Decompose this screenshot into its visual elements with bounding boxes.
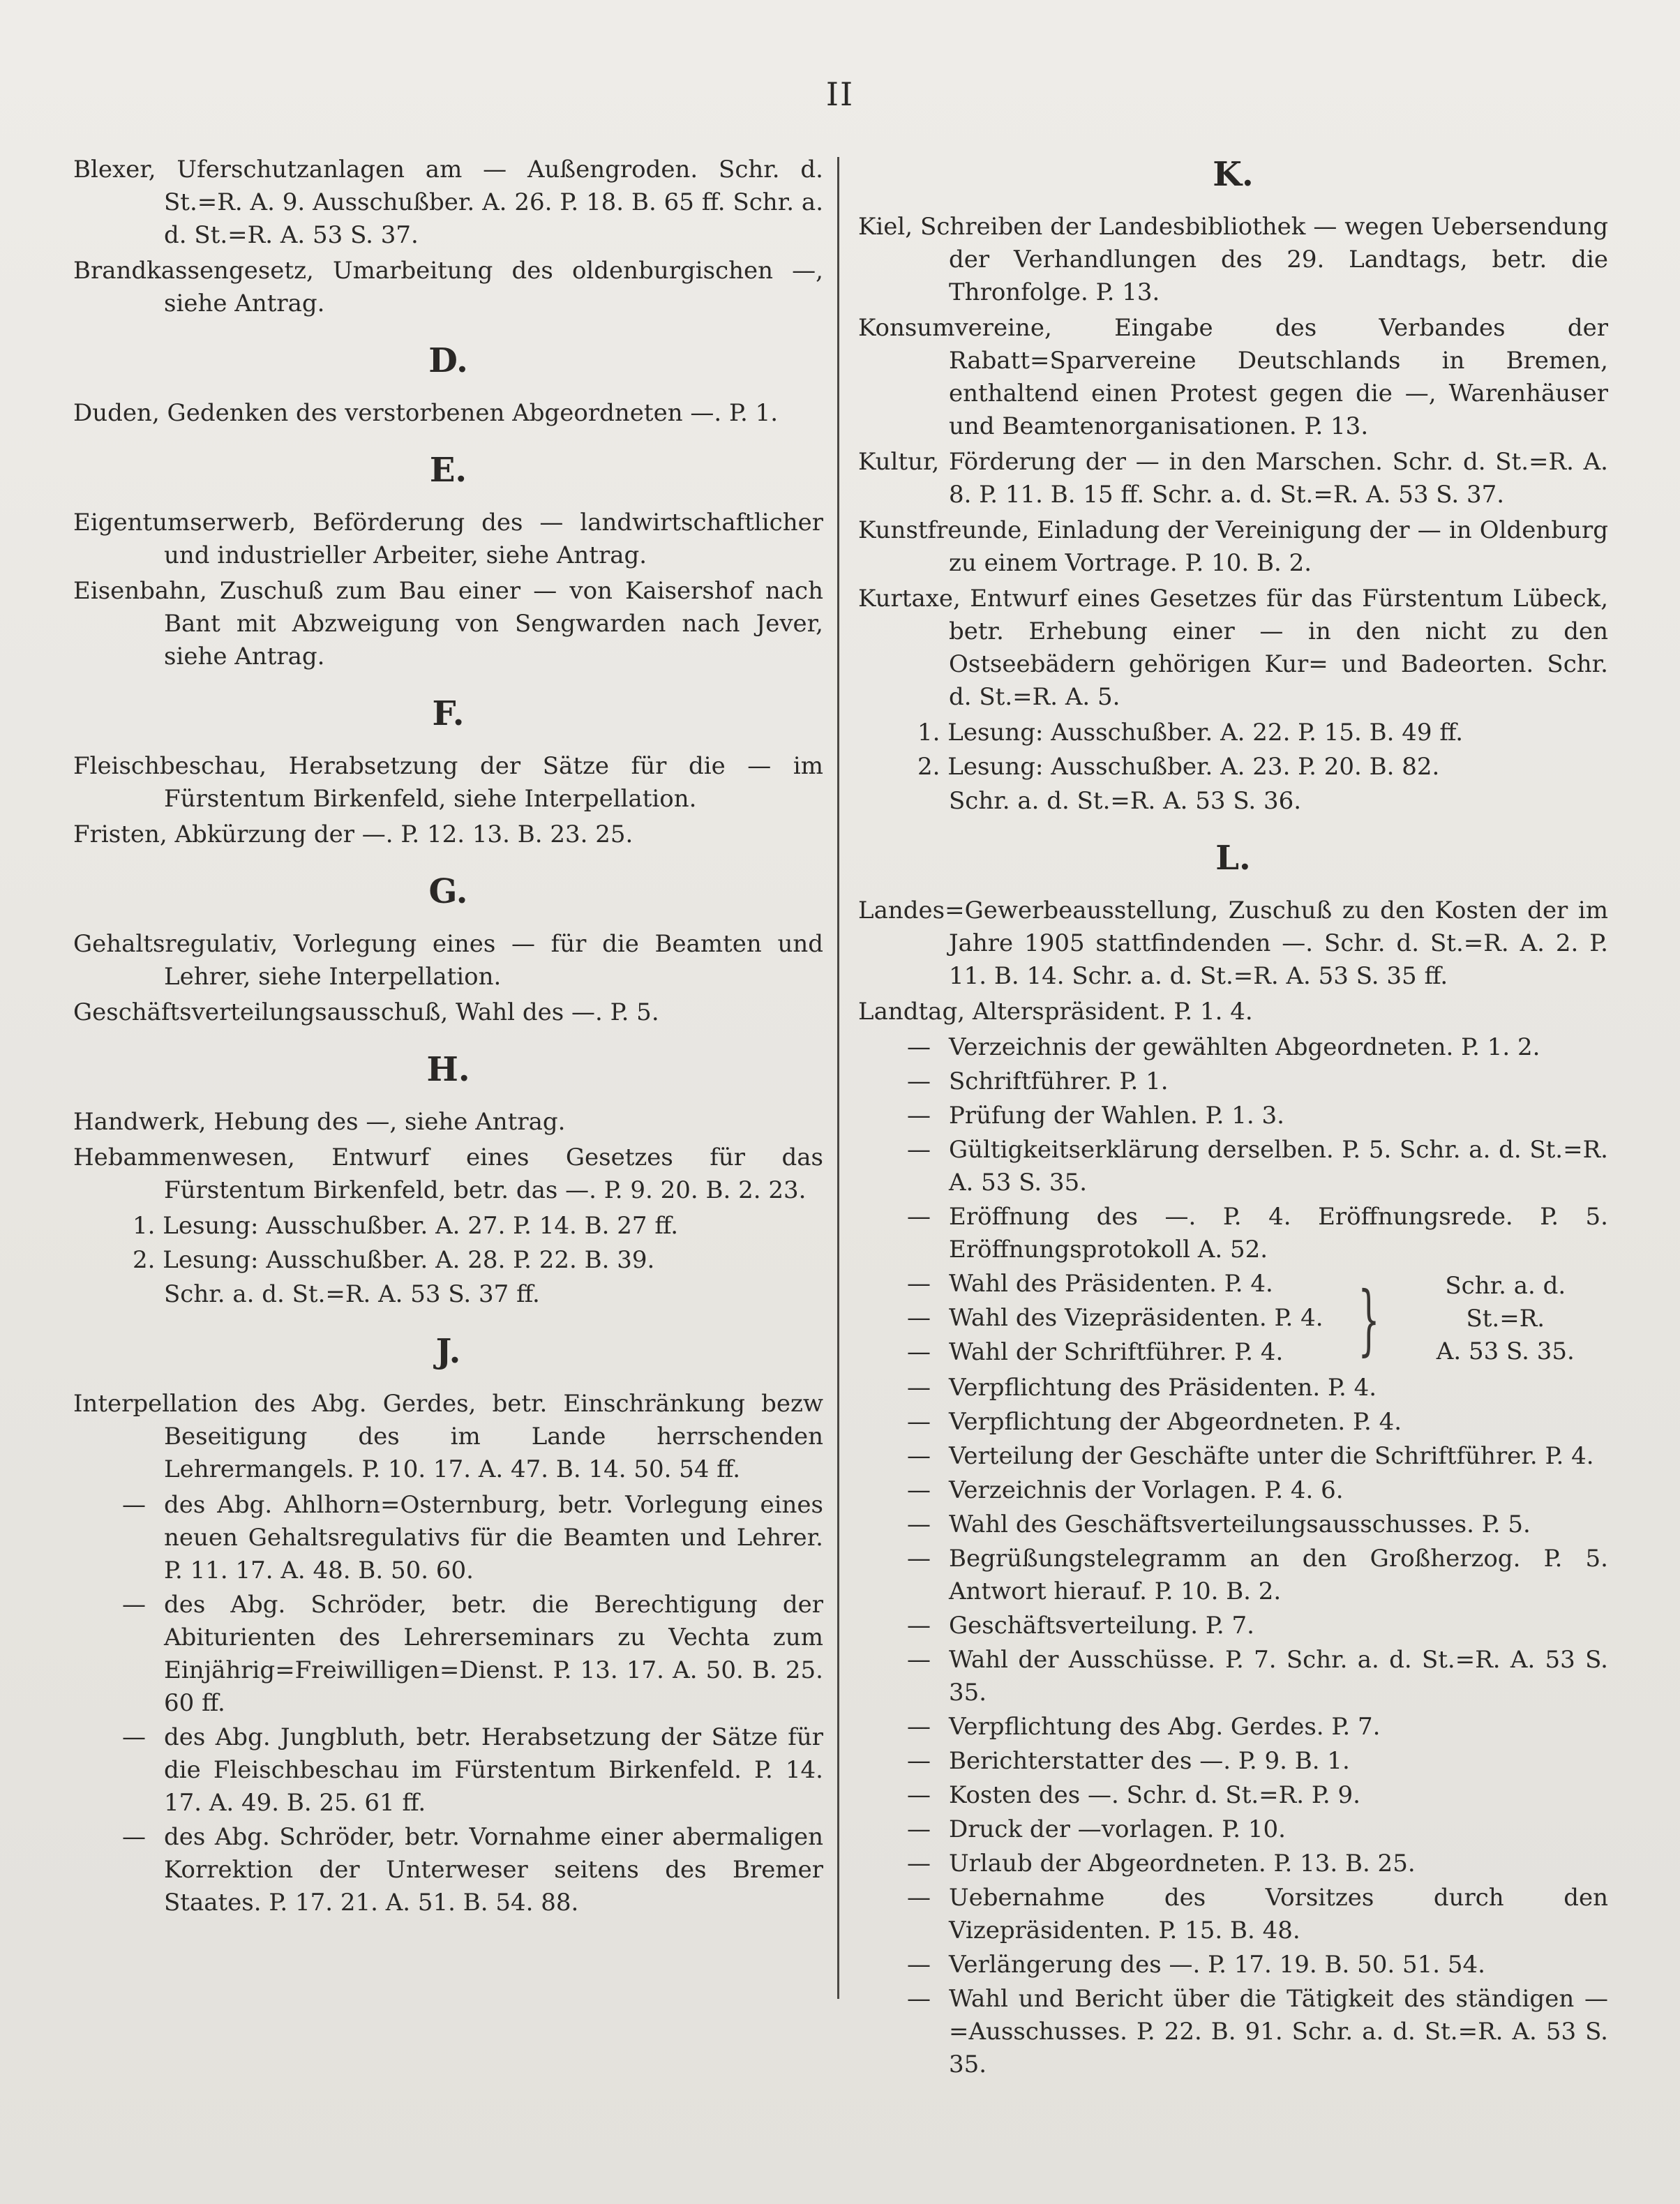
sub-entry-text: Verpflichtung des Abg. Gerdes. P. 7. [949,1713,1381,1741]
index-entry: Kunstfreunde, Einladung der Vereinigung der — in Oldenburg zu einem Vortrage. P. 10. B. 2. [858,516,1608,577]
reading-line: 2. Lesung: Ausschußber. A. 28. P. 22. B. 39. [133,1246,655,1274]
sub-entry-text: Berichterstatter des —. P. 9. B. 1. [949,1747,1350,1775]
sub-entry [858,1610,1608,1642]
sub-entry [73,1589,823,1720]
dash-mark: — [122,1723,146,1751]
sub-entry [858,1440,1608,1473]
sub-entry [858,1813,1608,1846]
sub-entry-text: Urlaub der Abgeordneten. P. 13. B. 25. [949,1850,1416,1877]
sub-entry-text: des Abg. Jungbluth, betr. Herabsetzung der Sätze für die Fleischbeschau im Fürstentum Birkenfeld. P. 14. 17. A. 49. B. 25. 61 ff. [164,1723,823,1817]
index-entry: Blexer, Uferschutzanlagen am — Außengroden. Schr. d. St.=R. A. 9. Ausschußber. A. 26. P. 18. B. 65 ff. Schr. a. d. St.=R. A. 53 S. 37. [73,156,823,249]
section-letter-g: G. [428,872,468,911]
sub-entry-text: des Abg. Schröder, betr. Vornahme einer abermaligen Korrektion der Unterweser seitens des Bremer Staates. P. 17. 21. A. 51. B. 54. 88. [164,1823,823,1917]
sub-entry [858,1031,1608,1064]
sub-entry-text: Verlängerung des —. P. 17. 19. B. 50. 51. 54. [949,1951,1485,1979]
dash-mark: — [907,1033,931,1061]
index-entry: Handwerk, Hebung des —, siehe Antrag. [73,1108,566,1136]
sub-entry [858,1949,1608,1981]
sub-entry-text: Kosten des —. Schr. d. St.=R. P. 9. [949,1781,1360,1809]
page-number: II [825,75,855,113]
reading-line: 1. Lesung: Ausschußber. A. 22. P. 15. B. 49 ff. [917,719,1464,747]
index-entry: Fristen, Abkürzung der —. P. 12. 13. B. 23. 25. [73,820,633,848]
sub-entry [858,1983,1608,2081]
reading-line: 2. Lesung: Ausschußber. A. 23. P. 20. B. 82. [917,753,1440,781]
dash-mark: — [122,1591,146,1619]
dash-mark: — [907,1338,931,1366]
dash-mark: — [907,1951,931,1979]
index-entry: Kiel, Schreiben der Landesbibliothek — wegen Uebersendung der Verhandlungen des 29. Landtags, betr. die Thronfolge. P. 13. [858,213,1608,306]
dash-mark: — [907,1545,931,1573]
section-letter-e: E. [429,451,467,490]
sub-entry-text: Eröffnung des —. P. 4. Eröffnungsrede. P. 5. Eröffnungsprotokoll A. 52. [949,1203,1608,1264]
sub-entry [858,1372,1608,1404]
sub-entry [858,1711,1608,1744]
sub-entry-text: Gültigkeitserklärung derselben. P. 5. Schr. a. d. St.=R. A. 53 S. 35. [949,1136,1608,1197]
dash-mark: — [122,1823,146,1851]
sub-entry-text: Wahl des Präsidenten. P. 4. [949,1270,1273,1298]
sub-entry-text: Verteilung der Geschäfte unter die Schriftführer. P. 4. [949,1442,1594,1470]
sub-entry [858,1336,1323,1369]
index-entry: Landtag, Alterspräsident. P. 1. 4. [858,998,1253,1026]
sub-entry [858,1201,1608,1266]
sub-entry [73,1721,823,1820]
sub-entry-text: Verzeichnis der gewählten Abgeordneten. P. 1. 2. [949,1033,1540,1061]
section-letter-f: F. [432,694,465,733]
sub-entry [858,1302,1323,1335]
bracketed-group [858,1268,1608,1370]
sub-entry [73,1489,823,1587]
dash-mark: — [907,1067,931,1095]
sub-entry [858,1508,1608,1541]
sub-entry-text: Wahl des Geschäftsverteilungsausschusses. P. 5. [949,1510,1531,1538]
dash-mark: — [907,1747,931,1775]
right-brace: } [1357,1274,1380,1364]
section-letter-l: L. [1215,839,1251,878]
bracket-note-line: Schr. a. d. St.=R. [1445,1272,1566,1333]
index-entry: Kurtaxe, Entwurf eines Gesetzes für das Fürstentum Lübeck, betr. Erhebung einer — in den nicht zu den Ostseebädern gehörigen Kur= und Badeorten. Schr. d. St.=R. A. 5. [858,585,1608,711]
dash-mark: — [907,1781,931,1809]
sub-entry-text: Druck der —vorlagen. P. 10. [949,1815,1286,1843]
dash-mark: — [122,1491,146,1519]
index-entry: Hebammenwesen, Entwurf eines Gesetzes für das Fürstentum Birkenfeld, betr. das —. P. 9. 20. B. 2. 23. [73,1144,823,1204]
dash-mark: — [907,1304,931,1332]
index-entry: Eigentumserwerb, Beförderung des — landwirtschaftlicher und industrieller Arbeiter, siehe Antrag. [73,509,823,569]
sub-entry-text: Wahl und Bericht über die Tätigkeit des ständigen —=Ausschusses. P. 22. B. 91. Schr. a. d. St.=R. A. 53 S. 35. [949,1985,1608,2078]
bracket-note [1403,1270,1608,1368]
section-letter-k: K. [1213,155,1254,194]
dash-mark: — [907,1408,931,1436]
dash-mark: — [907,1442,931,1470]
index-entry: Kultur, Förderung der — in den Marschen. Schr. d. St.=R. A. 8. P. 11. B. 15 ff. Schr. a. d. St.=R. A. 53 S. 37. [858,448,1608,509]
index-entry: Fleischbeschau, Herabsetzung der Sätze für die — im Fürstentum Birkenfeld, siehe Interpellation. [73,752,823,813]
sub-entry [858,1745,1608,1778]
section-letter-d: D. [428,341,468,380]
reading-line: Schr. a. d. St.=R. A. 53 S. 36. [949,787,1302,815]
reading-line: Schr. a. d. St.=R. A. 53 S. 37 ff. [164,1280,540,1308]
index-entry: Eisenbahn, Zuschuß zum Bau einer — von Kaisershof nach Bant mit Abzweigung von Sengwarden nach Jever, siehe Antrag. [73,577,823,670]
dash-mark: — [907,1102,931,1130]
sub-entry [858,1882,1608,1947]
sub-entry [858,1268,1323,1300]
reading-line: 1. Lesung: Ausschußber. A. 27. P. 14. B. 27 ff. [133,1212,679,1240]
sub-entry-text: Verpflichtung des Präsidenten. P. 4. [949,1374,1377,1402]
index-entry: Landes=Gewerbeausstellung, Zuschuß zu den Kosten der im Jahre 1905 stattfindenden —. Schr. d. St.=R. A. 2. P. 11. B. 14. Schr. a. d. St.=R. A. 53 S. 35 ff. [858,897,1608,990]
index-entry: Interpellation des Abg. Gerdes, betr. Einschränkung bezw Beseitigung des im Lande herrschenden Lehrermangels. P. 10. 17. A. 47. B. 14. 50. 54 ff. [73,1390,823,1483]
sub-entry-text: Prüfung der Wahlen. P. 1. 3. [949,1102,1284,1130]
dash-mark: — [907,1713,931,1741]
sub-entry-text: Begrüßungstelegramm an den Großherzog. P. 5. Antwort hierauf. P. 10. B. 2. [949,1545,1608,1605]
index-entry: Brandkassengesetz, Umarbeitung des oldenburgischen —, siehe Antrag. [73,257,823,317]
left-column [73,153,823,1921]
dash-mark: — [907,1985,931,2013]
sub-entry [858,1644,1608,1709]
dash-mark: — [907,1374,931,1402]
dash-mark: — [907,1612,931,1640]
sub-entry-text: des Abg. Ahlhorn=Osternburg, betr. Vorlegung eines neuen Gehaltsregulativs für die Beamten und Lehrer. P. 11. 17. A. 48. B. 50. 60. [164,1491,823,1584]
section-letter-i: J. [435,1332,461,1371]
index-entry: Geschäftsverteilungsausschuß, Wahl des —. P. 5. [73,998,659,1026]
sub-entry-text: Schriftführer. P. 1. [949,1067,1169,1095]
sub-entry [858,1065,1608,1098]
sub-entry [858,1100,1608,1132]
dash-mark: — [907,1476,931,1504]
sub-entry-text: des Abg. Schröder, betr. die Berechtigung der Abiturienten des Lehrerseminars zu Vechta zum Einjährig=Freiwilligen=Dienst. P. 13. 17. A. 50. B. 25. 60 ff. [164,1591,823,1717]
dash-mark: — [907,1510,931,1538]
sub-entry-text: Verpflichtung der Abgeordneten. P. 4. [949,1408,1402,1436]
index-entry: Gehaltsregulativ, Vorlegung eines — für die Beamten und Lehrer, siehe Interpellation. [73,930,823,991]
sub-entry [73,1821,823,1919]
dash-mark: — [907,1646,931,1674]
sub-entry [858,1779,1608,1812]
index-entry: Duden, Gedenken des verstorbenen Abgeordneten —. P. 1. [73,399,779,427]
index-entry: Konsumvereine, Eingabe des Verbandes der Rabatt=Sparvereine Deutschlands in Bremen, enthaltend einen Protest gegen die —, Warenhäuser und Beamtenorganisationen. P. 13. [858,314,1608,440]
sub-entry-text: Uebernahme des Vorsitzes durch den Vizepräsidenten. P. 15. B. 48. [949,1884,1608,1944]
dash-mark: — [907,1884,931,1912]
sub-entry-text: Verzeichnis der Vorlagen. P. 4. 6. [949,1476,1344,1504]
dash-mark: — [907,1850,931,1877]
sub-entry [858,1406,1608,1439]
sub-entry-text: Wahl der Schriftführer. P. 4. [949,1338,1284,1366]
sub-entry-text: Wahl des Vizepräsidenten. P. 4. [949,1304,1323,1332]
sub-entry [858,1543,1608,1608]
bracketed-items [858,1268,1323,1370]
sub-entry-text: Geschäftsverteilung. P. 7. [949,1612,1254,1640]
bracket-note-line: A. 53 S. 35. [1436,1337,1575,1365]
sub-entry-text: Wahl der Ausschüsse. P. 7. Schr. a. d. St.=R. A. 53 S. 35. [949,1646,1608,1707]
column-divider [837,157,839,1999]
sub-entry [858,1847,1608,1880]
dash-mark: — [907,1815,931,1843]
right-column [858,153,1608,2083]
section-letter-h: H. [426,1050,470,1089]
dash-mark: — [907,1270,931,1298]
dash-mark: — [907,1203,931,1231]
sub-entry [858,1474,1608,1507]
dash-mark: — [907,1136,931,1164]
sub-entry [858,1134,1608,1199]
